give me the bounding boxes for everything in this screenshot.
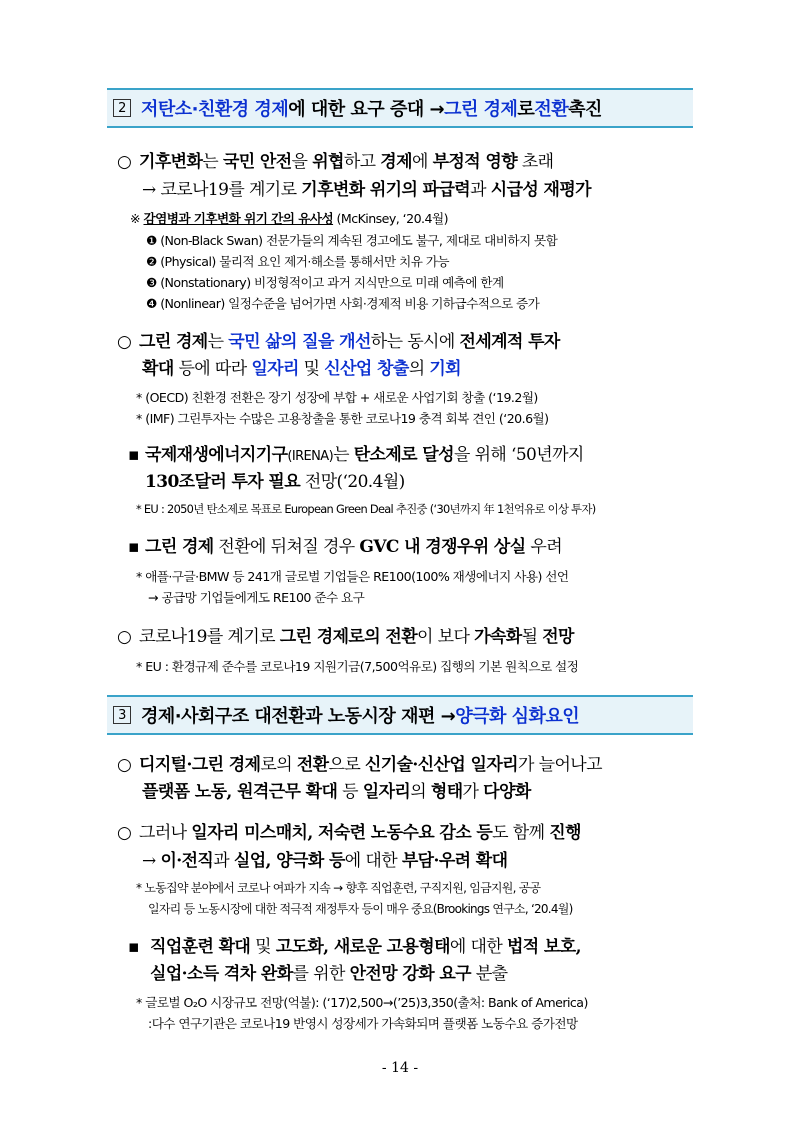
- note-item: ❷ (Physical) 물리적 요인 제거·해소를 통해서만 치유 가능: [146, 254, 450, 269]
- text: →: [142, 851, 161, 871]
- text-bold: 일자리 미스매치, 저숙련 노동수요 감소 등: [191, 823, 493, 843]
- text: 는: [333, 445, 354, 465]
- section-title-part: 전환: [534, 99, 569, 120]
- text-bold: 다양화: [483, 782, 531, 802]
- text: 전망(‘20.4월): [300, 472, 405, 492]
- paragraph-line: [150, 959, 507, 984]
- section-number: 3: [113, 706, 131, 724]
- text-bold: 고도화: [275, 937, 324, 957]
- bullet-circle: ○: [117, 152, 132, 172]
- paragraph-line: [142, 175, 591, 200]
- text-bold: 실업, 양극화 등: [233, 851, 345, 871]
- text-bold: 전망: [542, 627, 574, 647]
- text: 는: [207, 332, 229, 352]
- page-number: - 14 -: [381, 1060, 419, 1076]
- paragraph-line: [128, 532, 562, 557]
- note-item: ❸ (Nonstationary) 비정형적이고 과거 지식만으로 미래 예측에 한계: [146, 275, 504, 290]
- text: 는: [202, 152, 223, 172]
- text-bold: 확대: [142, 359, 174, 379]
- note-mark: ※: [130, 211, 141, 226]
- text: 의: [408, 359, 430, 379]
- paragraph-line: [142, 846, 507, 871]
- text: 에: [411, 152, 433, 172]
- paragraph-line: [117, 818, 581, 843]
- footnote: :다수 연구기관은 코로나19 반영시 성장세가 가속화되며 플랫폼 노동수요 증가전망: [148, 1016, 578, 1031]
- footnote: * EU : 2050년 탄소제로 목표로 European Green Deal 추진중 (‘30년까지 年 1천억유로 이상 투자): [136, 502, 596, 516]
- bullet-circle: ○: [117, 627, 132, 647]
- paragraph-line: [128, 440, 584, 465]
- text-bold: 부담·우려 확대: [401, 851, 508, 871]
- bullet-circle: ○: [117, 823, 132, 843]
- note-heading: [130, 208, 448, 227]
- paragraph-line: [142, 777, 531, 802]
- bullet-circle: ○: [117, 755, 132, 775]
- section-title-part: 경제·사회구조 대전환과 노동시장 재편 →: [141, 706, 456, 727]
- text-bold: 경제: [380, 152, 412, 172]
- text: → 코로나19를 계기로: [142, 180, 302, 200]
- text-bold: 진행: [549, 823, 581, 843]
- text: 하는 동시에: [370, 332, 460, 352]
- text-bold: 실업·소득 격차 완화: [150, 964, 293, 984]
- text-bold: 전환: [296, 755, 329, 775]
- text: 과: [470, 180, 491, 200]
- text: 등: [337, 782, 363, 802]
- text: (IRENA): [287, 449, 334, 464]
- footnote: → 공급망 기업들에게도 RE100 준수 요구: [148, 590, 365, 605]
- text-bold: 가속화: [474, 627, 522, 647]
- text: 코로나19를 계기로: [139, 627, 280, 647]
- text: 분출: [471, 964, 508, 984]
- text-bold: 시급성 재평가: [490, 180, 592, 200]
- footnote: * (IMF) 그린투자는 수많은 고용창출을 통한 코로나19 충격 회복 견인 (‘20.6월): [136, 411, 549, 426]
- text-bold-blue: 일자리: [251, 359, 299, 379]
- text-bold: 기후변화 위기의 파급력: [301, 180, 471, 200]
- text: 될: [521, 627, 543, 647]
- footnote: * (OECD) 친환경 전환은 장기 성장에 부합 + 새로운 사업기회 창출 (‘19.2월): [136, 390, 538, 405]
- text-bold: 신기술·신산업 일자리: [364, 755, 519, 775]
- footnote: * 애플·구글·BMW 등 241개 글로벌 기업들은 RE100(100% 재생에너지 사용) 선언: [136, 569, 569, 584]
- text-bold: 디지털·그린 경제: [139, 755, 261, 775]
- text-bold-blue: 국민 삶의 질을 개선: [228, 332, 371, 352]
- section-title-part: 로: [517, 99, 535, 120]
- text: 가 늘어나고: [518, 755, 602, 775]
- bullet-square: ▪: [128, 537, 139, 557]
- text-bold: 위협: [312, 152, 344, 172]
- footnote: * 글로벌 O₂O 시장규모 전망(억불): (‘17)2,500→(’25)3,350(출처: Bank of America): [136, 995, 588, 1010]
- text: 을 위해 ‘50년까지: [453, 445, 584, 465]
- text-bold: 국민 안전: [222, 152, 292, 172]
- text-bold: 전세계적 투자: [459, 332, 560, 352]
- text-bold: 새로운 고용형태: [333, 937, 450, 957]
- text: 으로: [328, 755, 365, 775]
- section-title-part: 저탄소·친환경 경제: [141, 99, 289, 120]
- paragraph-line: [117, 622, 574, 647]
- text: 가: [462, 782, 484, 802]
- text: 도 함께: [492, 823, 550, 843]
- paragraph-line: [117, 750, 602, 775]
- note-item: ❹ (Nonlinear) 일정수준을 넘어가면 사회·경제적 비용 기하급수적으로 증가: [146, 296, 540, 311]
- text-bold-blue: 신산업 창출: [324, 359, 409, 379]
- text-bold: 플랫폼 노동, 원격근무 확대: [142, 782, 338, 802]
- section-2-header: [107, 88, 693, 128]
- section-3-header: [107, 695, 693, 735]
- text-bold: 직업훈련 확대: [150, 937, 251, 957]
- text: 이 보다: [417, 627, 475, 647]
- paragraph-line: [117, 327, 560, 352]
- paragraph-line: [117, 147, 553, 172]
- text: 그러나: [139, 823, 192, 843]
- text-bold: 130조달러 투자 필요: [145, 472, 301, 492]
- text: 을: [291, 152, 313, 172]
- text-bold: 기후변화: [139, 152, 203, 172]
- text-bold: 형태: [430, 782, 463, 802]
- footnote: * 노동집약 분야에서 코로나 여파가 지속 → 향후 직업훈련, 구직지원, 임금지원, 공공: [136, 881, 541, 895]
- section-title-part: 그린 경제: [444, 99, 518, 120]
- text: 과: [213, 851, 234, 871]
- text-bold: 그린 경제로의 전환: [279, 627, 418, 647]
- note-item: ❶ (Non-Black Swan) 전문가들의 계속된 경고에도 불구, 제대로 대비하지 못함: [146, 233, 558, 248]
- bullet-circle: ○: [117, 332, 132, 352]
- note-source: (McKinsey, ‘20.4월): [333, 211, 448, 226]
- text-bold: 그린 경제: [139, 332, 208, 352]
- paragraph-line: [128, 932, 581, 957]
- text: 초래: [517, 152, 554, 172]
- text: 및: [250, 937, 276, 957]
- text-bold: 안전망 강화 요구: [349, 964, 472, 984]
- text: 에 대한: [449, 937, 507, 957]
- text: 우려: [525, 537, 563, 557]
- text-bold: GVC 내 경쟁우위 상실: [359, 537, 526, 557]
- text-bold: 이·전직: [160, 851, 214, 871]
- text: 등에 따라: [173, 359, 252, 379]
- text-bold: ,: [323, 937, 334, 957]
- paragraph-line: [145, 467, 405, 492]
- text-bold: 일자리: [362, 782, 411, 802]
- section-title-part: 양극화 심화요인: [455, 706, 580, 727]
- section-number: 2: [113, 99, 131, 117]
- footnote: * EU : 환경규제 준수를 코로나19 지원기금(7,500억유로) 집행의 기본 원칙으로 설정: [136, 659, 579, 674]
- text-bold: 그린 경제: [145, 537, 214, 557]
- text-bold: 국제재생에너지기구: [145, 445, 288, 465]
- text: 하고: [343, 152, 381, 172]
- text: 로의: [260, 755, 297, 775]
- text: 및: [298, 359, 325, 379]
- text: 에 대한: [344, 851, 402, 871]
- section-title-part: 에 대한 요구 증대 →: [288, 99, 445, 120]
- text: 전환에 뒤쳐질 경우: [213, 537, 360, 557]
- bullet-square: ▪: [128, 445, 139, 465]
- note-title: 감염병과 기후변화 위기 간의 유사성: [143, 211, 334, 226]
- text-bold-blue: 기회: [429, 359, 461, 379]
- text-bold: 법적 보호,: [506, 937, 581, 957]
- text: 를 위한: [292, 964, 350, 984]
- paragraph-line: [142, 354, 461, 379]
- text: 의: [410, 782, 431, 802]
- footnote: 일자리 등 노동시장에 대한 적극적 재정투자 등이 매우 중요(Brookings 연구소, ‘20.4월): [148, 902, 573, 916]
- bullet-square: ▪: [128, 937, 139, 957]
- section-title-part: 촉진: [568, 99, 602, 120]
- text-bold: 부정적 영향: [432, 152, 518, 172]
- text-bold: 탄소제로 달성: [353, 445, 454, 465]
